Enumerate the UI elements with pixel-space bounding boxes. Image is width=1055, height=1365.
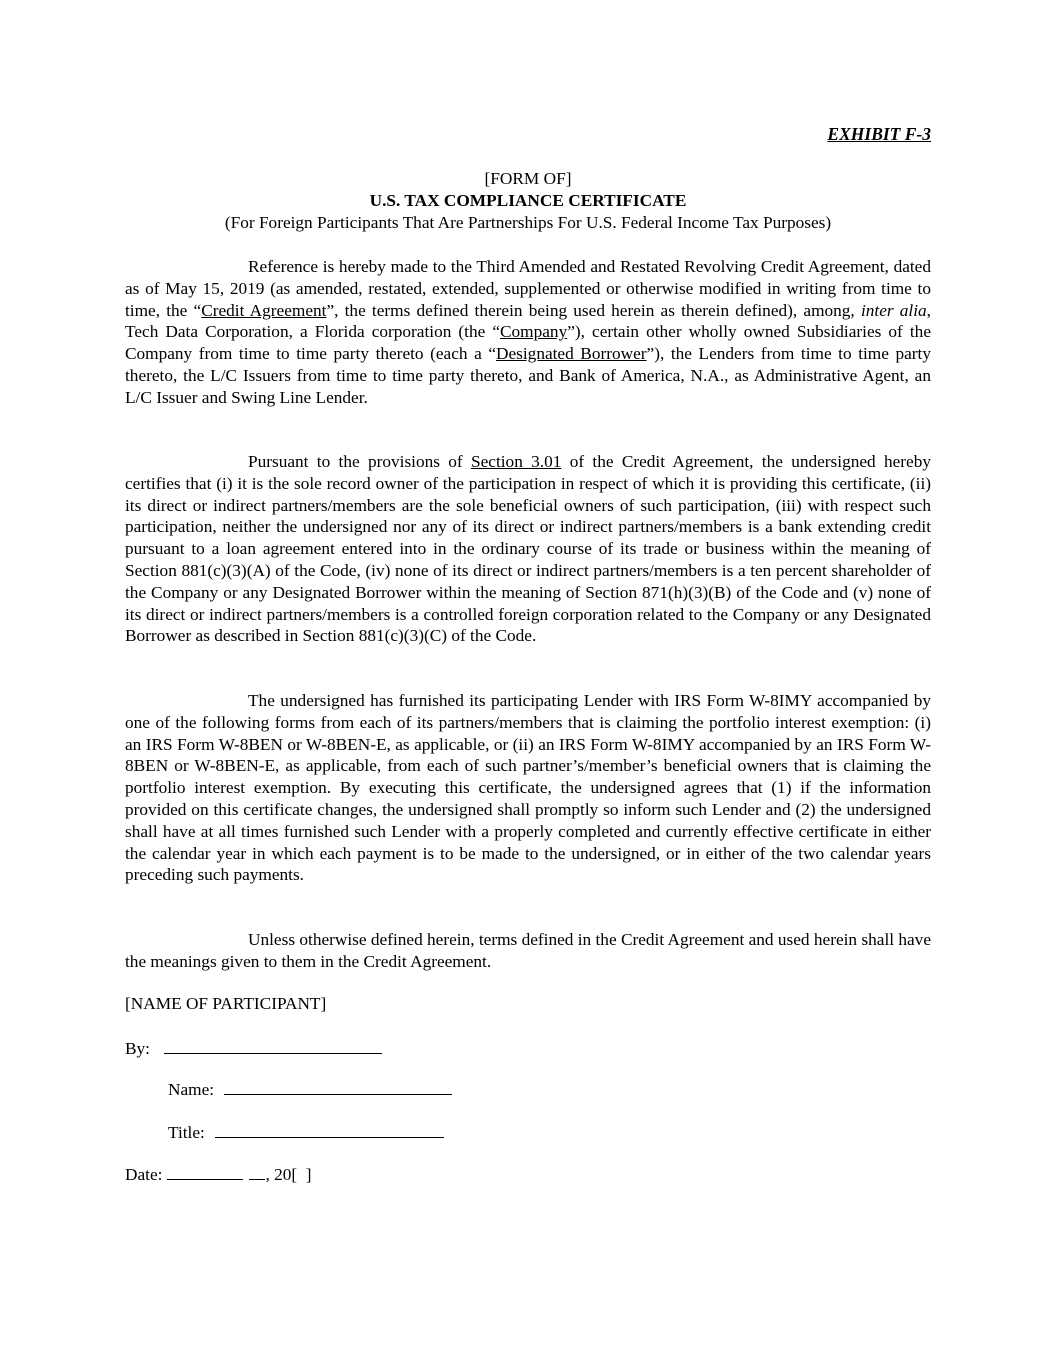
by-signature-field[interactable]: [164, 1037, 382, 1054]
document-subtitle: (For Foreign Participants That Are Partnerships For U.S. Federal Income Tax Purposes): [224, 213, 832, 232]
heading-block: [125, 168, 931, 234]
title-field[interactable]: [215, 1121, 444, 1138]
para2-text-a: Pursuant to the provisions of: [248, 452, 471, 471]
name-field[interactable]: [224, 1078, 452, 1095]
para1-text-c: , Tech Data Corporation, a Florida corporation (the “: [125, 300, 931, 342]
paragraph-definitions: Unless otherwise defined herein, terms defined in the Credit Agreement and used herein shall have the meanings given to them in the Credit Agreement.: [125, 930, 931, 971]
para2-text-b: of the Credit Agreement, the undersigned hereby certifies that (i) it is the sole record owner of the participation in respect of which it is providing this certificate, (ii) its direct or indirect partners/members are the sole beneficial owners of such participation, (iii) with respect such participation, neither the undersigned nor any of its direct or indirect partners/members is a bank extending credit pursuant to a loan agreement entered into in the ordinary course of its trade or business within the meaning of Section 881(c)(3)(A) of the Code, (iv) none of its direct or indirect partners/members is a ten percent shareholder of the Company or any Designated Borrower within the meaning of Section 871(h)(3)(B) of the Code and (v) none of its direct or indirect partners/members is a controlled foreign corporation related to the Company or any Designated Borrower as described in Section 881(c)(3)(C) of the Code.: [125, 452, 931, 646]
date-label: Date:: [125, 1165, 163, 1184]
defined-term-company: Company: [500, 322, 568, 342]
by-line: [125, 1037, 382, 1060]
defined-term-credit-agreement: Credit Agreement: [201, 300, 327, 320]
exhibit-label: EXHIBIT F-3: [827, 124, 931, 144]
section-reference: Section 3.01: [471, 452, 562, 471]
date-year-suffix: , 20[ ]: [265, 1165, 312, 1184]
date-month-field[interactable]: [167, 1163, 243, 1180]
form-of-label: [FORM OF]: [484, 169, 572, 188]
document-title: U.S. TAX COMPLIANCE CERTIFICATE: [369, 191, 687, 210]
para1-text-e: ”), the Lenders from time to time party thereto, the L/C Issuers from time to time party thereto, and Bank of America, N.A., as Administrative Agent, an L/C Issuer and Swing Line Lender.: [125, 344, 931, 407]
paragraph-reference: [125, 256, 931, 409]
date-line: [125, 1163, 312, 1186]
date-day-field[interactable]: [249, 1163, 265, 1180]
paragraph-certification: [125, 451, 931, 647]
title-label: Title:: [168, 1123, 205, 1142]
name-label: Name:: [168, 1080, 215, 1099]
by-label: By:: [125, 1039, 150, 1058]
para1-text-d: ”), certain other wholly owned Subsidiaries of the Company from time to time party thereto (each a “: [125, 322, 931, 364]
paragraph-forms: The undersigned has furnished its participating Lender with IRS Form W-8IMY accompanied by one of the following forms from each of its partners/members that is claiming the portfolio interest exemption: (i) an IRS Form W-8BEN or W-8BEN-E, as applicable, or (ii) an IRS Form W-8IMY accompanied by an IRS Form W-8BEN or W-8BEN-E, as applicable, from each of such partner’s/member’s beneficial owners that is claiming the portfolio interest exemption. By executing this certificate, the undersigned agrees that (1) if the information provided on this certificate changes, the undersigned shall promptly so inform such Lender and (2) the undersigned shall have at all times furnished such Lender with a properly completed and currently effective certificate in either the calendar year in which each payment is to be made to the undersigned, or in either of the two calendar years preceding such payments.: [125, 691, 931, 885]
para1-text-a: Reference is hereby made to the Third Amended and Restated Revolving Credit Agreement, dated as of May 15, 2019 (as amended, restated, extended, supplemented or otherwise modified in writing from time to time, the “: [125, 257, 931, 320]
defined-term-designated-borrower: Designated Borrower: [496, 344, 647, 364]
title-line: [168, 1121, 444, 1144]
participant-name-placeholder: [NAME OF PARTICIPANT]: [125, 994, 327, 1013]
name-line: [168, 1078, 452, 1101]
inter-alia-text: inter alia: [860, 300, 927, 320]
para1-text-b: ”, the terms defined therein being used herein as therein defined), among,: [326, 300, 861, 320]
